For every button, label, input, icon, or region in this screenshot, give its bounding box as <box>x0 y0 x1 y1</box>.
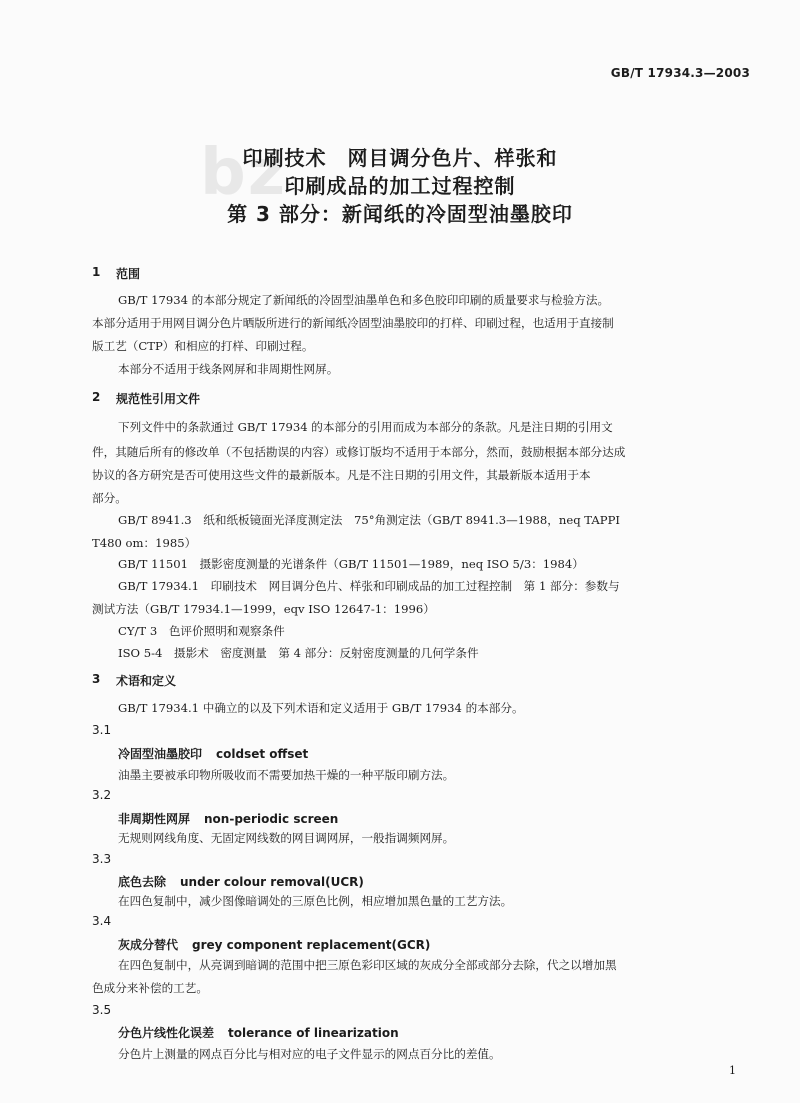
term-definition: 油墨主要被承印物所吸收而不需要加热干燥的一种平版印刷方法。 <box>118 768 455 782</box>
reference-item: GB/T 11501 摄影密度测量的光谱条件（GB/T 11501—1989，neq ISO 5/3：1984） <box>118 557 584 571</box>
title-line-1: 印刷技术 网目调分色片、样张和 <box>242 146 558 170</box>
reference-item: ISO 5-4 摄影术 密度测量 第 4 部分：反射密度测量的几何学条件 <box>118 646 479 660</box>
term-en: under colour removal(UCR) <box>180 875 364 889</box>
section-3-number: 3 <box>92 672 101 686</box>
section-2-number: 2 <box>92 390 101 404</box>
term-definition: 在四色复制中，从亮调到暗调的范围中把三原色彩印区域的灰成分全部或部分去除，代之以增加黑 <box>118 958 617 972</box>
term-heading <box>118 873 364 890</box>
section-1-heading: 范围 <box>116 267 141 281</box>
term-definition: 无规则网线角度、无固定网线数的网目调网屏，一般指调频网屏。 <box>118 831 455 845</box>
section-2-para-line: 下列文件中的条款通过 GB/T 17934 的本部分的引用而成为本部分的条款。凡是注日期的引用文 <box>118 420 613 434</box>
term-heading <box>118 810 338 827</box>
term-heading <box>118 1024 399 1041</box>
term-heading <box>118 936 430 953</box>
standard-code: GB/T 17934.3—2003 <box>610 66 750 80</box>
term-definition: 分色片上测量的网点百分比与相对应的电子文件显示的网点百分比的差值。 <box>118 1047 501 1061</box>
term-en: tolerance of linearization <box>228 1026 399 1040</box>
term-zh: 分色片线性化误差 <box>118 1026 215 1040</box>
term-zh: 底色去除 <box>118 875 167 889</box>
section-2-para-line: 协议的各方研究是否可使用这些文件的最新版本。凡是不注日期的引用文件，其最新版本适用于本 <box>92 468 591 482</box>
section-1-para-line: 本部分适用于用网目调分色片晒版所进行的新闻纸冷固型油墨胶印的打样、印刷过程，也适用于直接制 <box>92 316 614 330</box>
reference-item-cont: T480 om：1985） <box>92 536 197 550</box>
term-number: 3.4 <box>92 914 112 928</box>
section-2-heading: 规范性引用文件 <box>116 392 201 406</box>
document-title <box>0 144 800 228</box>
reference-item-cont: 测试方法（GB/T 17934.1—1999，eqv ISO 12647-1：1996） <box>92 602 435 616</box>
section-3-intro: GB/T 17934.1 中确立的以及下列术语和定义适用于 GB/T 17934 的本部分。 <box>118 701 524 715</box>
term-zh: 非周期性网屏 <box>118 812 191 826</box>
page-number: 1 <box>729 1064 736 1077</box>
term-en: coldset offset <box>216 747 309 761</box>
term-number: 3.1 <box>92 723 112 737</box>
section-3-heading: 术语和定义 <box>116 674 177 688</box>
reference-item: GB/T 17934.1 印刷技术 网目调分色片、样张和印刷成品的加工过程控制 第 1 部分：参数与 <box>118 579 620 593</box>
watermark: bz <box>200 136 288 210</box>
section-2-para-line: 件，其随后所有的修改单（不包括勘误的内容）或修订版均不适用于本部分，然而，鼓励根据本部分达成 <box>92 445 626 459</box>
term-zh: 灰成分替代 <box>118 938 179 952</box>
term-number: 3.3 <box>92 852 112 866</box>
reference-item: CY/T 3 色评价照明和观察条件 <box>118 624 285 638</box>
term-definition-cont: 色成分来补偿的工艺。 <box>92 981 208 995</box>
term-definition: 在四色复制中，减少图像暗调处的三原色比例，相应增加黑色量的工艺方法。 <box>118 894 513 908</box>
section-1-para-line: 版工艺（CTP）和相应的打样、印刷过程。 <box>92 339 314 353</box>
term-number: 3.2 <box>92 788 112 802</box>
section-1-number: 1 <box>92 265 101 279</box>
title-line-2: 印刷成品的加工过程控制 <box>284 174 516 198</box>
section-2-para-line: 部分。 <box>92 491 127 505</box>
term-en: non-periodic screen <box>204 812 339 826</box>
section-1-para-line: GB/T 17934 的本部分规定了新闻纸的冷固型油墨单色和多色胶印印刷的质量要求与检验方法。 <box>118 293 610 307</box>
term-en: grey component replacement(GCR) <box>192 938 431 952</box>
term-zh: 冷固型油墨胶印 <box>118 747 203 761</box>
section-1-para-line: 本部分不适用于线条网屏和非周期性网屏。 <box>118 362 339 376</box>
term-heading <box>118 745 308 762</box>
title-line-3: 第 3 部分：新闻纸的冷固型油墨胶印 <box>227 202 573 226</box>
term-number: 3.5 <box>92 1003 112 1017</box>
reference-item: GB/T 8941.3 纸和纸板镜面光泽度测定法 75°角测定法（GB/T 8941.3—1988，neq TAPPI <box>118 513 620 527</box>
